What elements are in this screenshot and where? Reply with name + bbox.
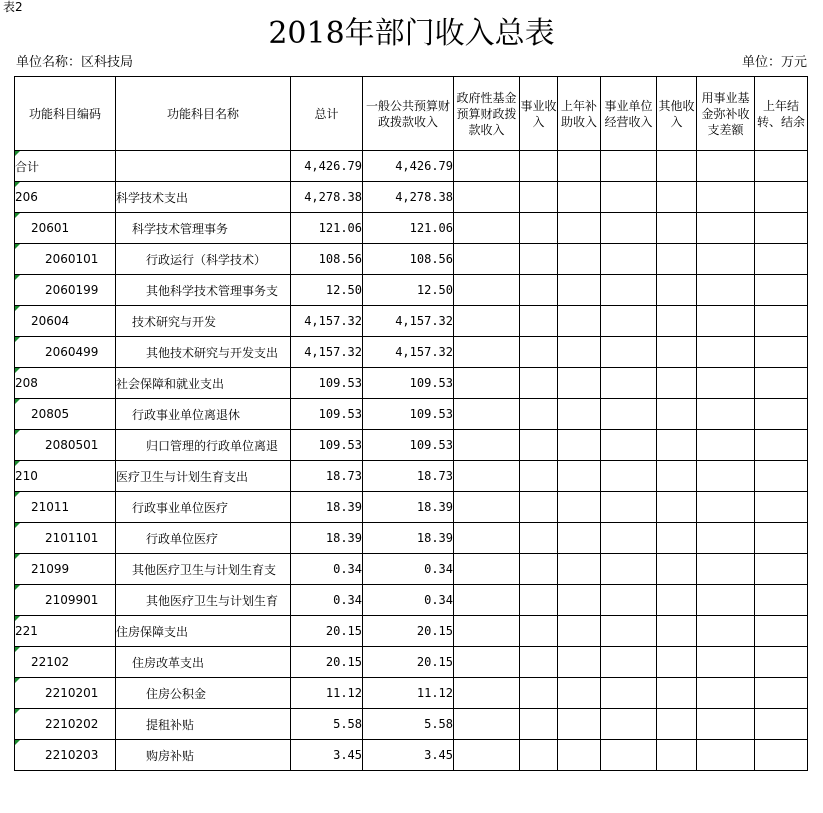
row-empty-cell bbox=[558, 740, 601, 771]
row-name: 住房保障支出 bbox=[116, 616, 291, 647]
row-empty-cell bbox=[601, 306, 657, 337]
row-empty-cell bbox=[657, 461, 697, 492]
row-name: 其他技术研究与开发支出 bbox=[116, 337, 291, 368]
row-general-budget: 108.56 bbox=[363, 244, 454, 275]
table-row bbox=[15, 585, 808, 616]
row-empty-cell bbox=[454, 399, 520, 430]
row-empty-cell bbox=[558, 182, 601, 213]
row-code: 21099 bbox=[15, 554, 116, 585]
row-empty-cell bbox=[697, 678, 755, 709]
row-empty-cell bbox=[755, 492, 808, 523]
row-empty-cell bbox=[755, 585, 808, 616]
row-code: 2210201 bbox=[15, 678, 116, 709]
row-empty-cell bbox=[520, 306, 558, 337]
row-empty-cell bbox=[558, 213, 601, 244]
row-empty-cell bbox=[454, 306, 520, 337]
row-empty-cell bbox=[697, 337, 755, 368]
row-empty-cell bbox=[558, 337, 601, 368]
row-empty-cell bbox=[697, 554, 755, 585]
row-empty-cell bbox=[697, 430, 755, 461]
row-empty-cell bbox=[755, 213, 808, 244]
row-total: 109.53 bbox=[291, 430, 363, 461]
row-name: 其他医疗卫生与计划生育支 bbox=[116, 554, 291, 585]
sheet-tag: 表2 bbox=[3, 0, 23, 14]
row-general-budget: 4,426.79 bbox=[363, 151, 454, 182]
header-carryover: 上年结转、结余 bbox=[755, 77, 808, 151]
row-empty-cell bbox=[601, 616, 657, 647]
row-empty-cell bbox=[520, 585, 558, 616]
row-empty-cell bbox=[558, 678, 601, 709]
table-row bbox=[15, 275, 808, 306]
row-empty-cell bbox=[657, 151, 697, 182]
row-empty-cell bbox=[697, 616, 755, 647]
row-general-budget: 18.73 bbox=[363, 461, 454, 492]
row-empty-cell bbox=[520, 275, 558, 306]
row-empty-cell bbox=[755, 461, 808, 492]
table-row bbox=[15, 740, 808, 771]
row-empty-cell bbox=[520, 151, 558, 182]
row-name: 行政事业单位离退休 bbox=[116, 399, 291, 430]
row-empty-cell bbox=[601, 523, 657, 554]
row-total: 12.50 bbox=[291, 275, 363, 306]
table-row bbox=[15, 368, 808, 399]
row-general-budget: 0.34 bbox=[363, 585, 454, 616]
row-empty-cell bbox=[558, 616, 601, 647]
table-row bbox=[15, 523, 808, 554]
row-code: 2109901 bbox=[15, 585, 116, 616]
row-empty-cell bbox=[454, 554, 520, 585]
row-code: 210 bbox=[15, 461, 116, 492]
row-total: 0.34 bbox=[291, 585, 363, 616]
row-empty-cell bbox=[601, 585, 657, 616]
row-total: 109.53 bbox=[291, 399, 363, 430]
table-row bbox=[15, 337, 808, 368]
row-empty-cell bbox=[755, 275, 808, 306]
row-empty-cell bbox=[520, 430, 558, 461]
row-empty-cell bbox=[601, 182, 657, 213]
row-empty-cell bbox=[601, 678, 657, 709]
row-empty-cell bbox=[657, 523, 697, 554]
row-empty-cell bbox=[558, 430, 601, 461]
row-total: 20.15 bbox=[291, 647, 363, 678]
row-empty-cell bbox=[454, 151, 520, 182]
row-code: 2210202 bbox=[15, 709, 116, 740]
row-name: 归口管理的行政单位离退 bbox=[116, 430, 291, 461]
header-business: 事业收入 bbox=[520, 77, 558, 151]
row-code: 221 bbox=[15, 616, 116, 647]
row-total: 4,157.32 bbox=[291, 306, 363, 337]
row-empty-cell bbox=[601, 740, 657, 771]
row-empty-cell bbox=[657, 306, 697, 337]
row-empty-cell bbox=[520, 554, 558, 585]
row-empty-cell bbox=[520, 244, 558, 275]
row-empty-cell bbox=[657, 585, 697, 616]
row-total: 109.53 bbox=[291, 368, 363, 399]
row-general-budget: 18.39 bbox=[363, 492, 454, 523]
row-empty-cell bbox=[755, 337, 808, 368]
row-empty-cell bbox=[657, 492, 697, 523]
row-empty-cell bbox=[755, 523, 808, 554]
row-empty-cell bbox=[755, 306, 808, 337]
row-empty-cell bbox=[755, 616, 808, 647]
row-empty-cell bbox=[558, 275, 601, 306]
row-name: 技术研究与开发 bbox=[116, 306, 291, 337]
row-empty-cell bbox=[697, 399, 755, 430]
row-general-budget: 5.58 bbox=[363, 709, 454, 740]
row-empty-cell bbox=[755, 647, 808, 678]
row-code: 20601 bbox=[15, 213, 116, 244]
row-empty-cell bbox=[755, 399, 808, 430]
unit-name: 单位名称：区科技局 bbox=[16, 55, 134, 70]
row-code: 2060199 bbox=[15, 275, 116, 306]
row-total: 5.58 bbox=[291, 709, 363, 740]
row-total: 20.15 bbox=[291, 616, 363, 647]
row-total: 4,278.38 bbox=[291, 182, 363, 213]
header-general-budget: 一般公共预算财政拨款收入 bbox=[363, 77, 454, 151]
row-name: 住房改革支出 bbox=[116, 647, 291, 678]
row-general-budget: 12.50 bbox=[363, 275, 454, 306]
row-code: 206 bbox=[15, 182, 116, 213]
row-empty-cell bbox=[697, 151, 755, 182]
row-empty-cell bbox=[558, 647, 601, 678]
row-empty-cell bbox=[601, 151, 657, 182]
row-empty-cell bbox=[657, 244, 697, 275]
row-empty-cell bbox=[558, 399, 601, 430]
table-row bbox=[15, 647, 808, 678]
row-empty-cell bbox=[520, 399, 558, 430]
row-empty-cell bbox=[601, 337, 657, 368]
row-empty-cell bbox=[601, 709, 657, 740]
row-empty-cell bbox=[657, 182, 697, 213]
table-row bbox=[15, 554, 808, 585]
row-name: 科学技术管理事务 bbox=[116, 213, 291, 244]
row-empty-cell bbox=[520, 337, 558, 368]
row-empty-cell bbox=[558, 461, 601, 492]
row-empty-cell bbox=[697, 275, 755, 306]
row-empty-cell bbox=[755, 678, 808, 709]
header-prior-subsidy: 上年补助收入 bbox=[558, 77, 601, 151]
table-row bbox=[15, 616, 808, 647]
row-empty-cell bbox=[601, 368, 657, 399]
row-empty-cell bbox=[601, 430, 657, 461]
row-empty-cell bbox=[657, 647, 697, 678]
row-empty-cell bbox=[657, 678, 697, 709]
row-empty-cell bbox=[755, 740, 808, 771]
row-empty-cell bbox=[454, 647, 520, 678]
row-code: 20805 bbox=[15, 399, 116, 430]
row-general-budget: 4,157.32 bbox=[363, 306, 454, 337]
row-empty-cell bbox=[520, 213, 558, 244]
row-code: 21011 bbox=[15, 492, 116, 523]
row-empty-cell bbox=[601, 647, 657, 678]
table-row bbox=[15, 306, 808, 337]
row-name bbox=[116, 151, 291, 182]
row-total: 18.39 bbox=[291, 523, 363, 554]
row-empty-cell bbox=[520, 368, 558, 399]
row-empty-cell bbox=[558, 368, 601, 399]
table-row bbox=[15, 399, 808, 430]
row-empty-cell bbox=[697, 213, 755, 244]
row-empty-cell bbox=[657, 430, 697, 461]
table-row bbox=[15, 151, 808, 182]
row-empty-cell bbox=[697, 182, 755, 213]
row-name: 科学技术支出 bbox=[116, 182, 291, 213]
row-empty-cell bbox=[657, 368, 697, 399]
row-empty-cell bbox=[601, 399, 657, 430]
row-empty-cell bbox=[657, 554, 697, 585]
row-code: 合计 bbox=[15, 151, 116, 182]
table-row bbox=[15, 244, 808, 275]
row-empty-cell bbox=[454, 368, 520, 399]
row-empty-cell bbox=[558, 554, 601, 585]
row-empty-cell bbox=[454, 461, 520, 492]
row-empty-cell bbox=[697, 368, 755, 399]
row-empty-cell bbox=[558, 709, 601, 740]
row-code: 2210203 bbox=[15, 740, 116, 771]
row-empty-cell bbox=[520, 647, 558, 678]
row-general-budget: 0.34 bbox=[363, 554, 454, 585]
row-empty-cell bbox=[755, 151, 808, 182]
row-empty-cell bbox=[601, 461, 657, 492]
row-empty-cell bbox=[657, 709, 697, 740]
row-name: 行政事业单位医疗 bbox=[116, 492, 291, 523]
row-total: 0.34 bbox=[291, 554, 363, 585]
row-empty-cell bbox=[454, 213, 520, 244]
row-empty-cell bbox=[755, 182, 808, 213]
table-row bbox=[15, 213, 808, 244]
row-empty-cell bbox=[601, 492, 657, 523]
row-empty-cell bbox=[520, 182, 558, 213]
row-empty-cell bbox=[601, 554, 657, 585]
header-row bbox=[15, 77, 808, 151]
header-fund-makeup: 用事业基金弥补收支差额 bbox=[697, 77, 755, 151]
row-name: 其他医疗卫生与计划生育 bbox=[116, 585, 291, 616]
row-empty-cell bbox=[454, 709, 520, 740]
row-empty-cell bbox=[454, 523, 520, 554]
row-empty-cell bbox=[697, 244, 755, 275]
table-row bbox=[15, 182, 808, 213]
row-empty-cell bbox=[755, 430, 808, 461]
row-general-budget: 20.15 bbox=[363, 616, 454, 647]
header-operating: 事业单位经营收入 bbox=[601, 77, 657, 151]
table-row bbox=[15, 430, 808, 461]
header-total: 总计 bbox=[291, 77, 363, 151]
row-empty-cell bbox=[697, 647, 755, 678]
row-empty-cell bbox=[520, 678, 558, 709]
row-general-budget: 3.45 bbox=[363, 740, 454, 771]
row-total: 4,157.32 bbox=[291, 337, 363, 368]
header-code: 功能科目编码 bbox=[15, 77, 116, 151]
row-general-budget: 121.06 bbox=[363, 213, 454, 244]
row-empty-cell bbox=[558, 523, 601, 554]
table-row bbox=[15, 461, 808, 492]
row-empty-cell bbox=[454, 492, 520, 523]
row-empty-cell bbox=[454, 740, 520, 771]
row-general-budget: 11.12 bbox=[363, 678, 454, 709]
table-row bbox=[15, 492, 808, 523]
row-general-budget: 20.15 bbox=[363, 647, 454, 678]
row-empty-cell bbox=[558, 585, 601, 616]
row-empty-cell bbox=[697, 461, 755, 492]
row-code: 2060101 bbox=[15, 244, 116, 275]
row-name: 行政单位医疗 bbox=[116, 523, 291, 554]
row-empty-cell bbox=[755, 554, 808, 585]
row-empty-cell bbox=[697, 585, 755, 616]
row-empty-cell bbox=[657, 213, 697, 244]
row-empty-cell bbox=[755, 709, 808, 740]
row-empty-cell bbox=[601, 213, 657, 244]
row-empty-cell bbox=[454, 337, 520, 368]
row-empty-cell bbox=[558, 306, 601, 337]
row-empty-cell bbox=[454, 585, 520, 616]
row-code: 2060499 bbox=[15, 337, 116, 368]
header-name: 功能科目名称 bbox=[116, 77, 291, 151]
row-empty-cell bbox=[657, 740, 697, 771]
header-other: 其他收入 bbox=[657, 77, 697, 151]
row-total: 4,426.79 bbox=[291, 151, 363, 182]
row-empty-cell bbox=[520, 492, 558, 523]
row-total: 18.73 bbox=[291, 461, 363, 492]
header-gov-fund: 政府性基金预算财政拨款收入 bbox=[454, 77, 520, 151]
row-general-budget: 18.39 bbox=[363, 523, 454, 554]
row-empty-cell bbox=[520, 461, 558, 492]
row-name: 购房补贴 bbox=[116, 740, 291, 771]
row-empty-cell bbox=[601, 244, 657, 275]
row-empty-cell bbox=[657, 275, 697, 306]
row-empty-cell bbox=[657, 337, 697, 368]
row-name: 提租补贴 bbox=[116, 709, 291, 740]
row-empty-cell bbox=[558, 492, 601, 523]
row-empty-cell bbox=[454, 430, 520, 461]
table-row bbox=[15, 709, 808, 740]
row-empty-cell bbox=[697, 492, 755, 523]
page-title: 2018年部门收入总表 bbox=[268, 16, 555, 51]
row-empty-cell bbox=[755, 368, 808, 399]
row-name: 医疗卫生与计划生育支出 bbox=[116, 461, 291, 492]
row-empty-cell bbox=[558, 244, 601, 275]
row-name: 住房公积金 bbox=[116, 678, 291, 709]
row-code: 208 bbox=[15, 368, 116, 399]
row-code: 20604 bbox=[15, 306, 116, 337]
row-empty-cell bbox=[454, 616, 520, 647]
row-general-budget: 109.53 bbox=[363, 368, 454, 399]
row-total: 11.12 bbox=[291, 678, 363, 709]
row-empty-cell bbox=[755, 244, 808, 275]
row-name: 其他科学技术管理事务支 bbox=[116, 275, 291, 306]
table-row bbox=[15, 678, 808, 709]
income-table bbox=[14, 76, 808, 771]
row-total: 3.45 bbox=[291, 740, 363, 771]
row-general-budget: 4,278.38 bbox=[363, 182, 454, 213]
row-empty-cell bbox=[520, 616, 558, 647]
row-empty-cell bbox=[520, 740, 558, 771]
row-empty-cell bbox=[454, 678, 520, 709]
row-total: 108.56 bbox=[291, 244, 363, 275]
row-total: 121.06 bbox=[291, 213, 363, 244]
unit-label: 单位：万元 bbox=[741, 55, 807, 70]
row-empty-cell bbox=[520, 523, 558, 554]
row-general-budget: 109.53 bbox=[363, 399, 454, 430]
row-code: 2101101 bbox=[15, 523, 116, 554]
row-empty-cell bbox=[697, 709, 755, 740]
row-empty-cell bbox=[454, 275, 520, 306]
row-empty-cell bbox=[454, 182, 520, 213]
row-empty-cell bbox=[520, 709, 558, 740]
row-general-budget: 109.53 bbox=[363, 430, 454, 461]
row-empty-cell bbox=[697, 740, 755, 771]
row-empty-cell bbox=[601, 275, 657, 306]
row-empty-cell bbox=[697, 523, 755, 554]
row-general-budget: 4,157.32 bbox=[363, 337, 454, 368]
row-name: 社会保障和就业支出 bbox=[116, 368, 291, 399]
row-name: 行政运行（科学技术） bbox=[116, 244, 291, 275]
row-empty-cell bbox=[558, 151, 601, 182]
row-total: 18.39 bbox=[291, 492, 363, 523]
row-empty-cell bbox=[454, 244, 520, 275]
row-code: 2080501 bbox=[15, 430, 116, 461]
row-empty-cell bbox=[657, 616, 697, 647]
row-empty-cell bbox=[657, 399, 697, 430]
row-empty-cell bbox=[697, 306, 755, 337]
row-code: 22102 bbox=[15, 647, 116, 678]
